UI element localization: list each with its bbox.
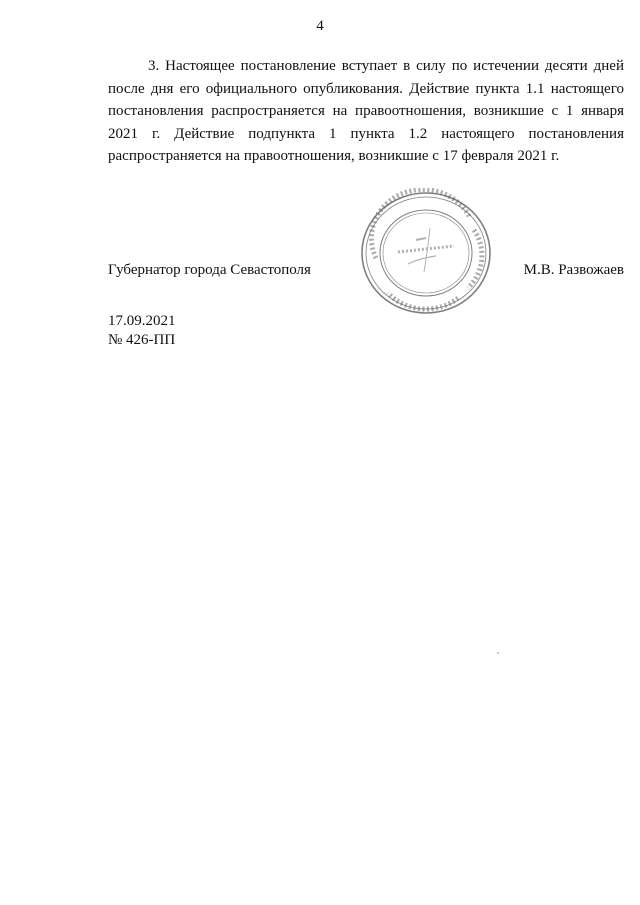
body-paragraph: 3. Настоящее постановление вступает в силу по истечении десяти дней после дня его официального опубликования. Действие пункта 1.1 настоящего постановления распространяется на правоотношения, возникшие с 1 января 2021 г. Действие подпункта 1 пункта 1.2 настоящего постановления распространяется на правоотношения, возникшие с 17 февраля 2021 г. <box>108 58 624 164</box>
scan-speck <box>497 652 499 654</box>
document-number: № 426-ПП <box>108 332 176 348</box>
document-date: 17.09.2021 <box>108 313 176 329</box>
official-seal-icon <box>358 188 494 318</box>
page-number: 4 <box>316 18 324 34</box>
signatory-name: М.В. Развожаев <box>523 262 624 278</box>
signatory-position: Губернатор города Севастополя <box>108 262 311 278</box>
document-meta <box>108 312 176 350</box>
